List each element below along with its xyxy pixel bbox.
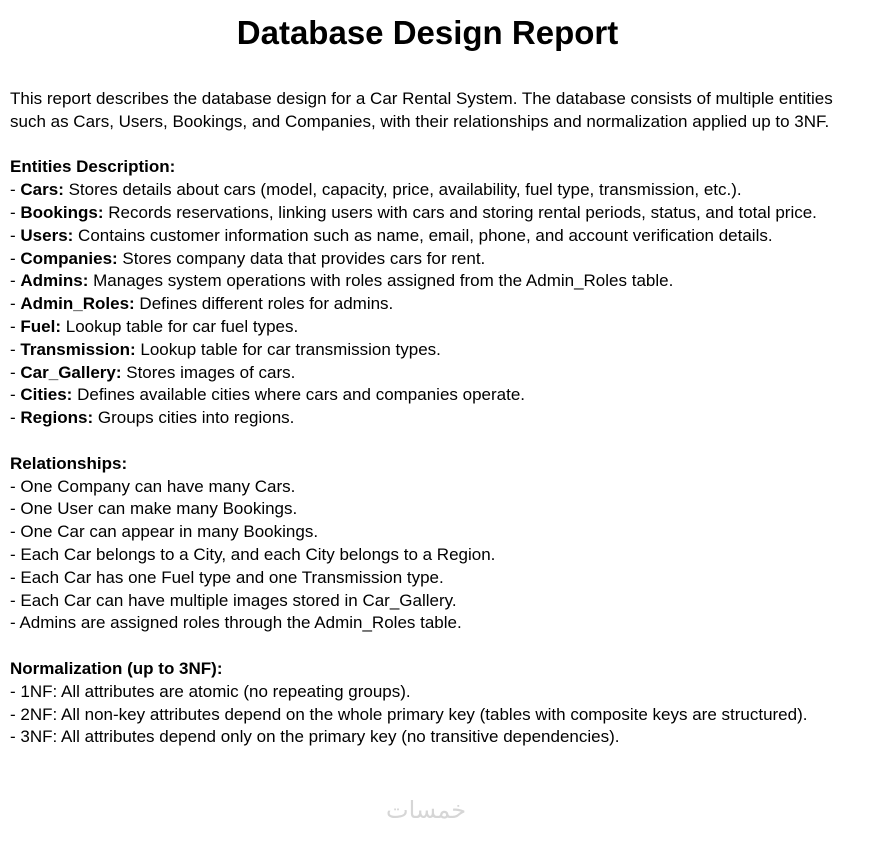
entity-item-cities: - Cities: Defines available cities where cars and companies operate. xyxy=(10,385,526,405)
entity-item-admin-roles: - Admin_Roles: Defines different roles for admins. xyxy=(10,294,394,314)
entities-list xyxy=(10,179,855,430)
watermark: خمسات xyxy=(386,796,467,824)
entity-item-transmission: - Transmission: Lookup table for car transmission types. xyxy=(10,339,441,359)
entity-item-companies: - Companies: Stores company data that provides cars for rent. xyxy=(10,248,486,268)
entity-item-users: - Users: Contains customer information such as name, email, phone, and account verification details. xyxy=(10,225,773,245)
normalization-item: - 1NF: All attributes are atomic (no repeating groups). xyxy=(10,681,411,701)
relationship-item: - One Company can have many Cars. xyxy=(10,476,296,496)
relationship-item: - Each Car has one Fuel type and one Transmission type. xyxy=(10,567,444,587)
entity-item-admins: - Admins: Manages system operations with roles assigned from the Admin_Roles table. xyxy=(10,271,674,291)
relationship-item: - Each Car belongs to a City, and each City belongs to a Region. xyxy=(10,544,496,564)
entity-item-regions: - Regions: Groups cities into regions. xyxy=(10,408,295,428)
relationship-item: - Admins are assigned roles through the Admin_Roles table. xyxy=(10,613,462,633)
report-body xyxy=(10,88,855,749)
relationship-item: - One Car can appear in many Bookings. xyxy=(10,522,319,542)
entity-item-car-gallery: - Car_Gallery: Stores images of cars. xyxy=(10,362,296,382)
normalization-item: - 3NF: All attributes depend only on the primary key (no transitive dependencies). xyxy=(10,727,620,747)
spacer xyxy=(10,134,855,157)
normalization-heading: Normalization (up to 3NF): xyxy=(10,658,223,678)
entity-item-cars: - Cars: Stores details about cars (model, capacity, price, availability, fuel type, transmission, etc.). xyxy=(10,180,742,200)
entity-item-bookings: - Bookings: Records reservations, linking users with cars and storing rental periods, status, and total price. xyxy=(10,202,817,222)
relationship-item: - One User can make many Bookings. xyxy=(10,499,298,519)
relationships-heading: Relationships: xyxy=(10,453,128,473)
entity-item-fuel: - Fuel: Lookup table for car fuel types. xyxy=(10,316,299,336)
page-title: Database Design Report xyxy=(236,14,619,51)
spacer xyxy=(10,635,855,658)
spacer xyxy=(10,430,855,453)
normalization-item: - 2NF: All non-key attributes depend on the whole primary key (tables with composite keys are structured). xyxy=(10,704,808,724)
relationship-item: - Each Car can have multiple images stored in Car_Gallery. xyxy=(10,590,457,610)
normalization-list xyxy=(10,681,855,749)
relationships-list xyxy=(10,476,855,636)
entities-heading: Entities Description: xyxy=(10,157,176,177)
intro-paragraph: This report describes the database design for a Car Rental System. The database consists of multiple entities such as Cars, Users, Bookings, and Companies, with their relationships and normalization applied up to 3NF. xyxy=(10,89,833,131)
